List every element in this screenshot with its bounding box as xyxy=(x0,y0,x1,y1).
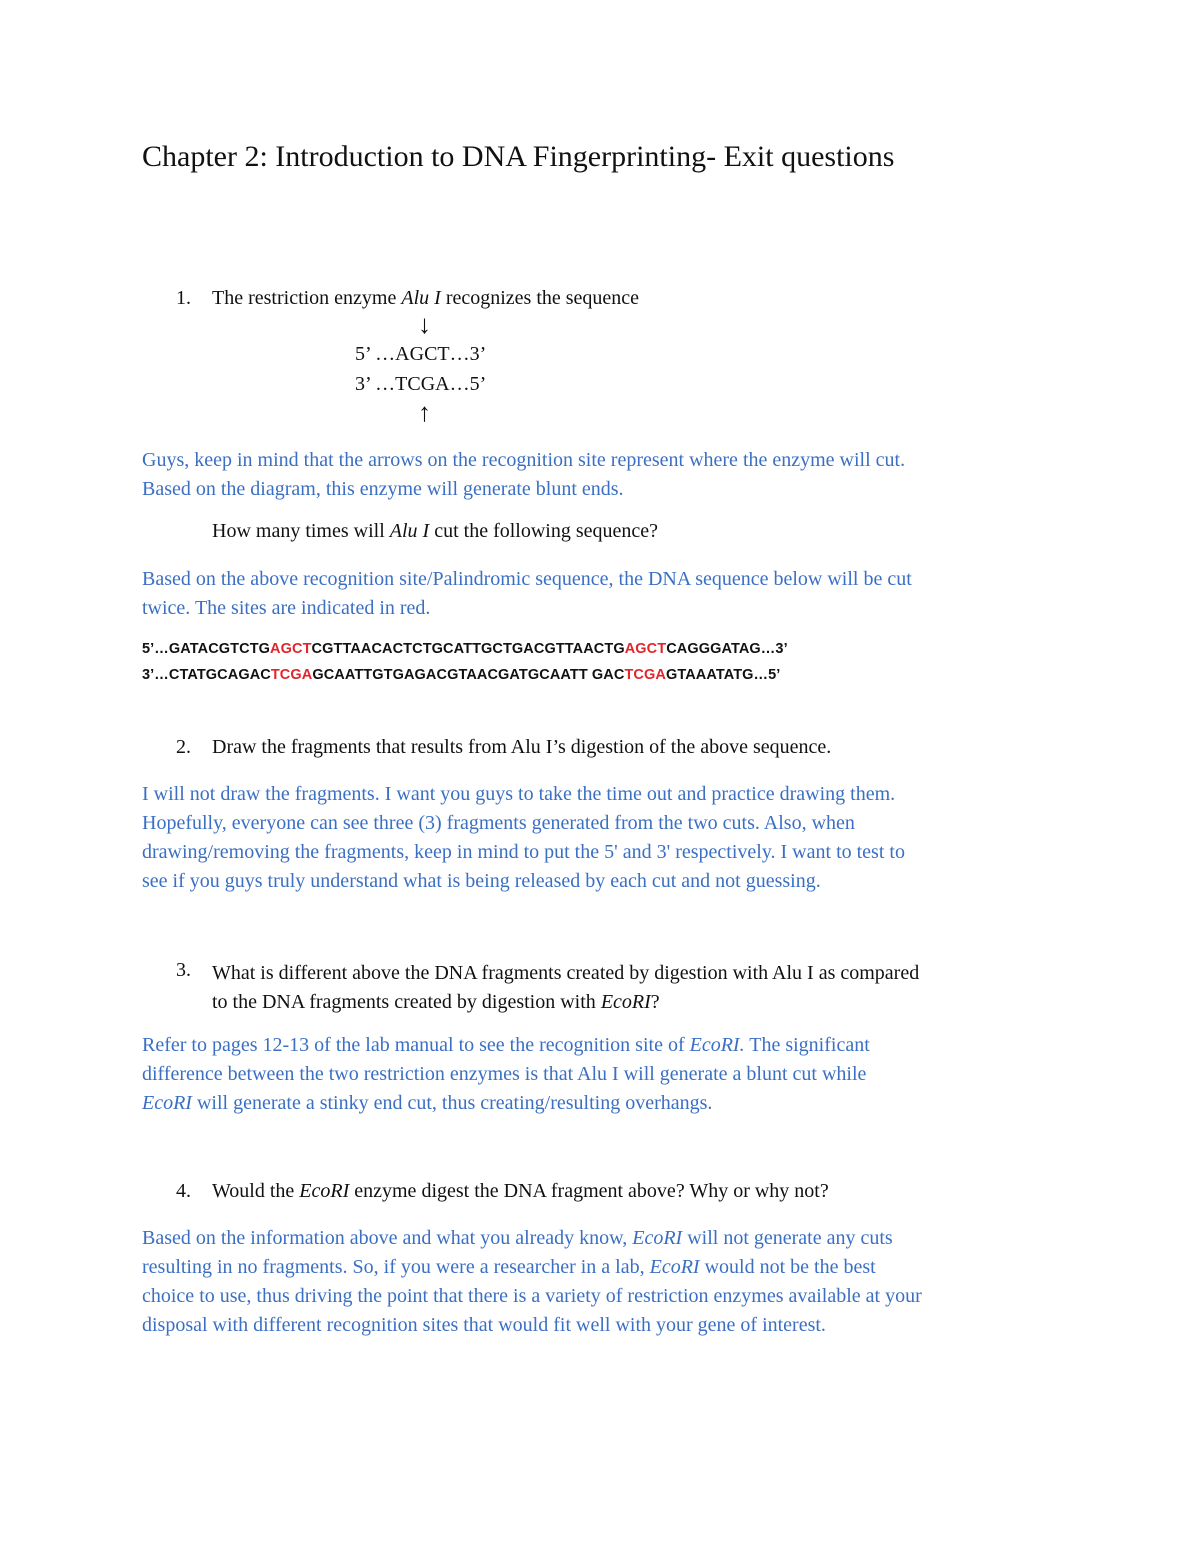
question-2-number: 2. xyxy=(176,736,191,758)
cut-site: TCGA xyxy=(270,667,313,683)
cut-site: AGCT xyxy=(270,641,312,657)
question-3-number: 3. xyxy=(176,959,191,981)
question-4-number: 4. xyxy=(176,1180,191,1202)
cut-site: AGCT xyxy=(624,641,667,657)
cut-site: TCGA xyxy=(624,667,666,683)
dna-bottom-strand: 3’…CTATGCAGACTCGAGCAATTGTGAGACGTAACGATGCAATT GACTCGAGTAAATATG…5’ xyxy=(142,667,781,683)
down-arrow-icon: ↓ xyxy=(418,310,431,339)
question-2-text: Draw the fragments that results from Alu I’s digestion of the above sequence. xyxy=(212,736,832,758)
page-title: Chapter 2: Introduction to DNA Fingerprinting- Exit questions xyxy=(142,140,895,173)
answer-4: Based on the information above and what you already know, EcoRI will not generate any cuts resulting in no fragments. So, if you were a researcher in a lab, EcoRI would not be the best choice to use, thus driving the point that there is a variety of restriction enzymes available at your disposal with different recognition sites that would fit well with your gene of interest. xyxy=(142,1227,922,1336)
question-1-followup: How many times will Alu I cut the following sequence? xyxy=(212,520,659,542)
question-3-text: What is different above the DNA fragments created by digestion with Alu I as compared to the DNA fragments created by digestion with EcoRI? xyxy=(212,962,920,1013)
answer-1-note: Guys, keep in mind that the arrows on the recognition site represent where the enzyme will cut. Based on the diagram, this enzyme will generate blunt ends. xyxy=(142,449,906,500)
recognition-top-strand: 5’ …AGCT…3’ xyxy=(355,343,487,365)
question-1-text: The restriction enzyme Alu I recognizes the sequence xyxy=(212,287,640,309)
up-arrow-icon: ↑ xyxy=(418,398,431,427)
recognition-bottom-strand: 3’ …TCGA…5’ xyxy=(355,373,487,395)
answer-1: Based on the above recognition site/Palindromic sequence, the DNA sequence below will be cut twice. The sites are indicated in red. xyxy=(142,568,912,619)
question-1-number: 1. xyxy=(176,287,191,309)
answer-2: I will not draw the fragments. I want you guys to take the time out and practice drawing them. Hopefully, everyone can see three (3) fragments generated from the two cuts. Also, when drawing/removing the fragments, keep in mind to put the 5' and 3' respectively. I want to test to see if you guys truly understand what is being released by each cut and not guessing. xyxy=(142,783,905,892)
answer-3: Refer to pages 12-13 of the lab manual to see the recognition site of EcoRI. The significant difference between the two restriction enzymes is that Alu I will generate a blunt cut while EcoRI will generate a stinky end cut, thus creating/resulting overhangs. xyxy=(142,1034,870,1114)
dna-top-strand: 5’…GATACGTCTGAGCTCGTTAACACTCTGCATTGCTGACGTTAACTGAGCTCAGGGATAG…3’ xyxy=(142,641,788,657)
question-4-text: Would the EcoRI enzyme digest the DNA fragment above? Why or why not? xyxy=(212,1180,829,1202)
